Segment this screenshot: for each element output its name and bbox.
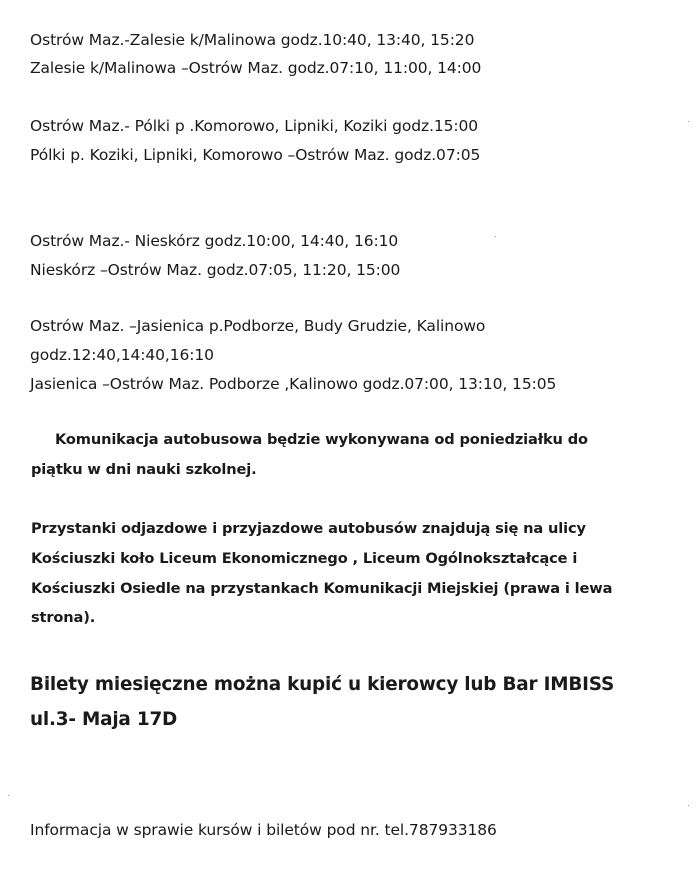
route-3-return: Nieskórz –Ostrów Maz. godz.07:05, 11:20, 15:00 [30, 261, 401, 279]
route-4-return: Jasienica –Ostrów Maz. Podborze ,Kalinowo godz.07:00, 13:10, 15:05 [30, 375, 557, 393]
tickets-note-line2: ul.3- Maja 17D [30, 709, 178, 730]
route-3-outbound: Ostrów Maz.- Nieskórz godz.10:00, 14:40, 16:10 [30, 232, 399, 250]
schedule-note-line2: piątku w dni nauki szkolnej. [31, 461, 257, 478]
route-1-outbound: Ostrów Maz.-Zalesie k/Malinowa godz.10:40, 13:40, 15:20 [30, 31, 475, 49]
scan-speck [688, 121, 689, 122]
route-2-return: Pólki p. Koziki, Lipniki, Komorowo –Ostrów Maz. godz.07:05 [30, 146, 481, 164]
contact-note: Informacja w sprawie kursów i biletów pod nr. tel.787933186 [30, 821, 497, 839]
stops-note-line1: Przystanki odjazdowe i przyjazdowe autobusów znajdują się na ulicy [31, 520, 586, 537]
scan-speck [688, 805, 689, 806]
route-4-outbound-line1: Ostrów Maz. –Jasienica p.Podborze, Budy Grudzie, Kalinowo [30, 317, 486, 335]
stops-note-line2: Kościuszki koło Liceum Ekonomicznego , Liceum Ogólnokształcące i [31, 550, 578, 567]
stops-note-line4: strona). [31, 609, 96, 626]
schedule-note-line1: Komunikacja autobusowa będzie wykonywana od poniedziałku do [55, 431, 588, 448]
route-2-outbound: Ostrów Maz.- Pólki p .Komorowo, Lipniki, Koziki godz.15:00 [30, 117, 479, 135]
tickets-note-line1: Bilety miesięczne można kupić u kierowcy lub Bar IMBISS [30, 674, 615, 695]
scan-speck [8, 795, 9, 796]
stops-note-line3: Kościuszki Osiedle na przystankach Komunikacji Miejskiej (prawa i lewa [31, 580, 613, 597]
scan-speck [495, 236, 496, 237]
route-4-outbound-line2: godz.12:40,14:40,16:10 [30, 346, 214, 364]
route-1-return: Zalesie k/Malinowa –Ostrów Maz. godz.07:10, 11:00, 14:00 [30, 59, 482, 77]
